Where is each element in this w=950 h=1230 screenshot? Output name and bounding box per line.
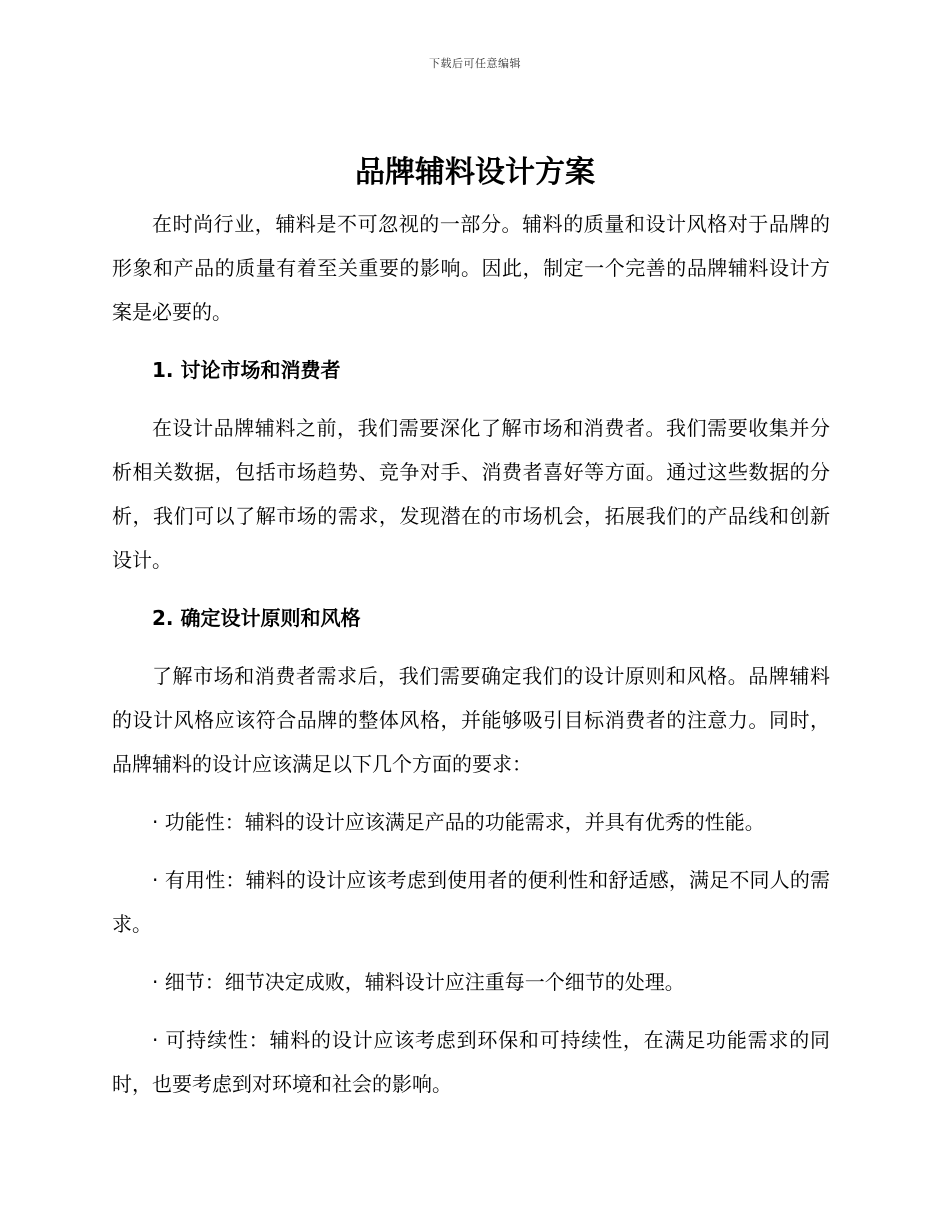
intro-paragraph: 在时尚行业，辅料是不可忽视的一部分。辅料的质量和设计风格对于品牌的形象和产品的质量有着至关重要的影响。因此，制定一个完善的品牌辅料设计方案是必要的。 xyxy=(112,212,830,324)
section-heading-2: 2. 确定设计原则和风格 xyxy=(152,606,361,630)
header-note: 下载后可任意编辑 xyxy=(429,57,521,70)
bullet-item-sustainability: · 可持续性：辅料的设计应该考虑到环保和可持续性，在满足功能需求的同时，也要考虑到对环境和社会的影响。 xyxy=(112,1028,830,1096)
bullet-item-functionality: · 功能性：辅料的设计应该满足产品的功能需求，并具有优秀的性能。 xyxy=(152,810,765,834)
document-title: 品牌辅料设计方案 xyxy=(355,155,595,190)
bullet-item-details: · 细节：细节决定成败，辅料设计应注重每一个细节的处理。 xyxy=(152,970,685,994)
section-paragraph-1: 在设计品牌辅料之前，我们需要深化了解市场和消费者。我们需要收集并分析相关数据，包括市场趋势、竞争对手、消费者喜好等方面。通过这些数据的分析，我们可以了解市场的需求，发现潜在的市场机会，拓展我们的产品线和创新设计。 xyxy=(112,416,830,572)
section-paragraph-2: 了解市场和消费者需求后，我们需要确定我们的设计原则和风格。品牌辅料的设计风格应该符合品牌的整体风格，并能够吸引目标消费者的注意力。同时，品牌辅料的设计应该满足以下几个方面的要求： xyxy=(112,664,830,776)
section-heading-1: 1. 讨论市场和消费者 xyxy=(152,358,341,382)
bullet-item-usability: · 有用性：辅料的设计应该考虑到使用者的便利性和舒适感，满足不同人的需求。 xyxy=(112,868,830,936)
document-body xyxy=(112,202,830,1120)
